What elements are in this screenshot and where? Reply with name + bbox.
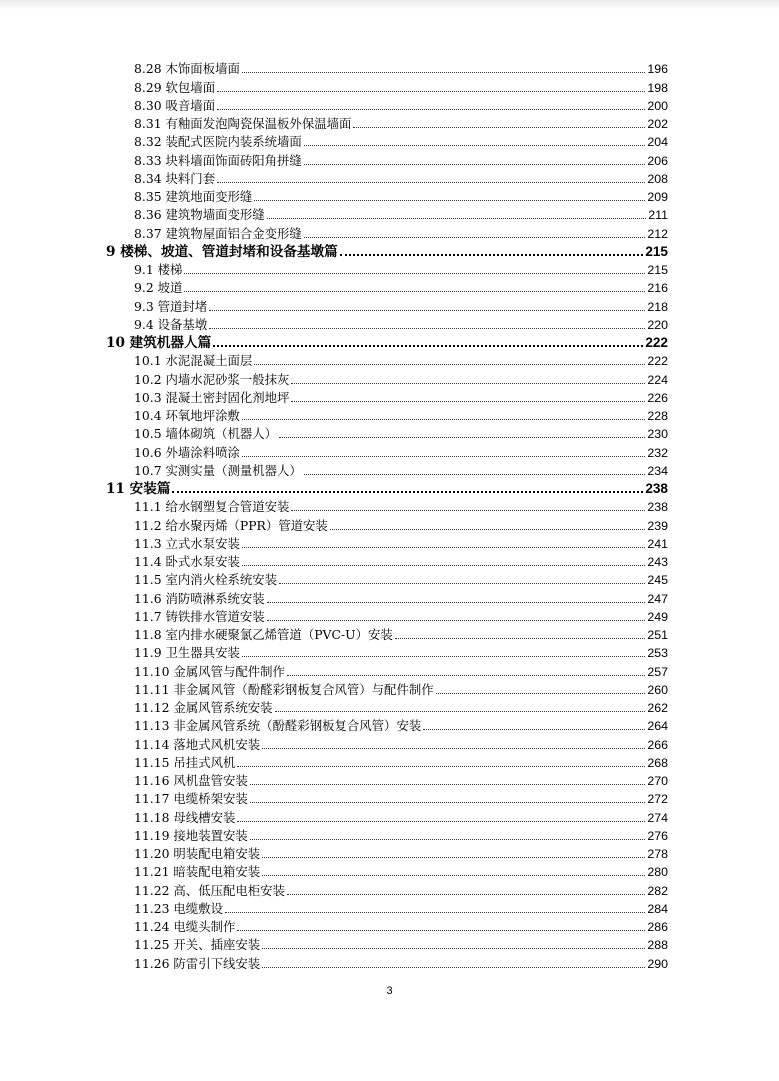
toc-entry-page: 226 [647,390,668,405]
toc-entry-page: 264 [647,719,668,734]
toc-entry-page: 278 [647,847,668,861]
toc-entry-page: 245 [647,573,668,588]
toc-entry[interactable] [106,279,668,297]
toc-entry-title: 11.14 落地式风机安装 [134,736,261,752]
toc-entry[interactable] [106,918,668,936]
toc-entry-page: 208 [647,171,668,186]
dot-leader [242,547,645,548]
toc-entry-page: 202 [647,117,668,131]
dot-leader [423,729,645,730]
toc-entry[interactable] [106,681,668,699]
toc-entry-title: 8.31 有釉面发泡陶瓷保温板外保温墙面 [134,116,352,131]
toc-entry[interactable] [106,626,668,644]
dot-leader [304,474,645,475]
dot-leader [262,748,645,749]
toc-entry[interactable] [106,261,668,279]
toc-entry-title: 8.36 建筑物墙面变形缝 [134,207,265,223]
dot-leader [209,310,645,311]
toc-entry[interactable] [106,224,668,242]
toc-entry-title: 11.17 电缆桥架安装 [134,791,248,807]
toc-entry[interactable] [106,206,668,224]
toc-entry-title: 11.3 立式水泵安装 [134,535,240,551]
dot-leader [291,383,645,384]
dot-leader [304,145,645,146]
toc-entry-page: 215 [647,263,668,277]
table-of-contents [106,60,668,973]
toc-entry[interactable] [106,170,668,188]
toc-entry[interactable] [106,389,668,407]
dot-leader [217,91,645,92]
toc-entry-title: 11.7 铸铁排水管道安装 [134,608,265,624]
toc-entry-page: 286 [647,920,668,934]
dot-leader [250,784,646,785]
toc-entry[interactable] [106,352,668,370]
toc-entry-page: 212 [647,226,668,241]
toc-entry-title: 11.18 母线槽安装 [134,809,236,825]
toc-entry[interactable] [106,936,668,954]
toc-entry-title: 11.5 室内消火栓系统安装 [134,572,278,588]
toc-entry-title: 11.20 明装配电箱安装 [134,846,261,861]
toc-entry-title: 10.1 水泥混凝土面层 [134,353,253,369]
toc-entry-title: 8.37 建筑物屋面铝合金变形缝 [134,225,302,241]
toc-entry-title: 11.12 金属风管系统安装 [134,700,273,715]
dot-leader [436,693,646,694]
dot-leader [237,766,645,767]
toc-entry-page: 257 [647,664,668,679]
toc-entry-page: 198 [647,80,668,95]
dot-leader [242,456,645,457]
toc-entry-page: 280 [647,865,668,880]
toc-entry-title: 9 楼梯、坡道、管道封堵和设备基墩篇 [106,243,338,260]
toc-entry-title: 10.2 内墙水泥砂浆一般抹灰 [134,371,290,387]
toc-entry-page: 206 [647,153,668,168]
toc-entry-page: 243 [647,555,668,569]
toc-entry-page: 224 [647,372,668,387]
toc-entry[interactable] [106,370,668,388]
toc-entry-page: 288 [647,938,668,953]
toc-entry-page: 215 [645,243,668,259]
dot-leader [217,109,645,110]
dot-leader [353,127,645,128]
dot-leader [262,857,645,858]
dot-leader [242,72,645,73]
dot-leader [184,291,645,292]
toc-entry-title: 11.1 给水钢塑复合管道安装 [134,499,290,515]
toc-entry[interactable] [106,608,668,626]
toc-entry-page: 247 [647,591,668,606]
toc-entry-page: 238 [645,481,668,496]
toc-entry[interactable] [106,316,668,334]
toc-entry-title: 9.2 坡道 [134,280,183,296]
toc-entry[interactable] [106,407,668,425]
dot-leader [330,529,645,530]
toc-entry-title: 11.25 开关、插座安装 [134,937,261,953]
toc-section-entry[interactable] [106,480,668,498]
dot-leader [242,419,645,420]
toc-entry[interactable] [106,717,668,735]
toc-entry[interactable] [106,553,668,571]
toc-entry-page: 282 [647,883,668,898]
toc-entry[interactable] [106,900,668,918]
toc-entry-page: 239 [647,518,668,533]
dot-leader [262,948,645,949]
toc-entry-page: 260 [647,682,668,697]
toc-entry[interactable] [106,151,668,169]
dot-leader [184,273,645,274]
toc-entry[interactable] [106,644,668,662]
dot-leader [242,656,645,657]
dot-leader [242,565,645,566]
toc-entry-title: 10.6 外墙涂料喷涂 [134,444,240,460]
toc-entry-page: 253 [647,646,668,661]
toc-entry[interactable] [106,735,668,753]
toc-entry[interactable] [106,754,668,772]
toc-entry-page: 276 [647,828,668,843]
dot-leader [279,583,645,584]
toc-entry-title: 11.10 金属风管与配件制作 [134,663,285,679]
dot-leader [304,237,645,238]
dot-leader [275,711,646,712]
toc-entry[interactable] [106,571,668,589]
toc-entry-title: 11.13 非金属风管系统（酚醛彩钢板复合风管）安装 [134,718,422,734]
toc-entry[interactable] [106,827,668,845]
toc-entry-title: 8.28 木饰面板墙面 [134,61,240,77]
dot-leader [213,345,643,347]
toc-entry[interactable] [106,790,668,808]
toc-entry-title: 11.9 卫生器具安装 [134,645,240,661]
dot-leader [237,821,645,822]
toc-entry[interactable] [106,133,668,151]
toc-entry[interactable] [106,772,668,790]
toc-entry-page: 196 [647,62,668,77]
toc-entry[interactable] [106,498,668,516]
toc-entry-page: 216 [647,281,668,296]
toc-entry-page: 234 [647,463,668,478]
toc-entry[interactable] [106,863,668,881]
toc-entry-page: 272 [647,792,668,807]
toc-entry-title: 9.1 楼梯 [134,262,183,277]
toc-entry-title: 11.26 防雷引下线安装 [134,955,261,971]
dot-leader [250,839,646,840]
toc-entry-title: 10.5 墙体砌筑（机器人） [134,426,278,442]
toc-entry-title: 9.4 设备基墩 [134,316,208,332]
toc-entry[interactable] [106,78,668,96]
toc-entry-title: 11.16 风机盘管安装 [134,773,248,788]
toc-entry-title: 10.3 混凝土密封固化剂地坪 [134,389,290,405]
dot-leader [250,802,646,803]
toc-entry-page: 262 [647,701,668,715]
dot-leader [225,912,645,913]
toc-entry[interactable] [106,297,668,315]
dot-leader [287,675,645,676]
toc-entry[interactable] [106,462,668,480]
dot-leader [395,638,646,639]
toc-entry-title: 8.32 装配式医院内装系统墙面 [134,134,302,150]
dot-leader [172,491,643,493]
dot-leader [262,967,645,968]
toc-entry[interactable] [106,97,668,115]
toc-entry-page: 209 [647,190,668,204]
toc-entry-page: 230 [647,427,668,442]
toc-entry[interactable] [106,425,668,443]
toc-entry-title: 10.4 环氧地坪涂敷 [134,408,240,423]
dot-leader [209,328,645,329]
toc-entry[interactable] [106,443,668,461]
toc-entry-title: 11.8 室内排水硬聚氯乙烯管道（PVC-U）安装 [134,627,393,642]
dot-leader [304,164,645,165]
toc-entry[interactable] [106,881,668,899]
toc-entry-title: 8.35 建筑地面变形缝 [134,189,253,204]
toc-section-entry[interactable] [106,334,668,352]
dot-leader [291,510,645,511]
toc-entry-page: 232 [647,445,668,460]
toc-entry-title: 10 建筑机器人篇 [106,335,212,351]
toc-entry-title: 11.11 非金属风管（酚醛彩钢板复合风管）与配件制作 [134,681,434,697]
toc-entry-title: 11.21 暗装配电箱安装 [134,864,261,880]
toc-entry-page: 222 [645,335,668,350]
toc-entry-title: 11.23 电缆敷设 [134,900,223,916]
toc-entry-title: 11.15 吊挂式风机 [134,754,236,770]
toc-entry-title: 11.19 接地装置安装 [134,827,248,843]
toc-entry-title: 11.4 卧式水泵安装 [134,554,240,569]
toc-entry-page: 270 [647,774,668,788]
toc-entry-title: 10.7 实测实量（测量机器人） [134,462,302,478]
toc-entry[interactable] [106,535,668,553]
toc-entry[interactable] [106,60,668,78]
toc-entry[interactable] [106,808,668,826]
dot-leader [279,437,645,438]
dot-leader [254,200,645,201]
toc-entry-title: 11.6 消防喷淋系统安装 [134,590,265,606]
dot-leader [217,182,645,183]
toc-entry-page: 228 [647,409,668,423]
page-number: 3 [386,985,393,997]
toc-entry-page: 241 [647,536,668,551]
dot-leader [262,875,645,876]
dot-leader [287,894,645,895]
dot-leader [267,620,646,621]
toc-entry-title: 9.3 管道封堵 [134,298,208,314]
toc-entry-page: 220 [647,317,668,332]
toc-entry-title: 8.33 块料墙面饰面砖阳角拼缝 [134,152,302,168]
toc-entry-page: 222 [647,354,668,369]
toc-entry-page: 266 [647,737,668,752]
toc-entry-page: 211 [648,208,668,223]
toc-entry-page: 268 [647,755,668,770]
toc-entry[interactable] [106,954,668,972]
dot-leader [340,254,644,256]
toc-entry-page: 284 [647,901,668,916]
toc-entry[interactable] [106,662,668,680]
toc-entry-title: 11.22 高、低压配电柜安装 [134,882,285,898]
toc-entry-title: 8.29 软包墙面 [134,79,216,95]
dot-leader [291,401,645,402]
page-top-edge [0,0,779,10]
toc-entry[interactable] [106,188,668,206]
toc-entry-title: 11.24 电缆头制作 [134,919,236,934]
toc-entry[interactable] [106,516,668,534]
toc-entry-title: 8.30 吸音墙面 [134,97,216,113]
toc-entry-title: 11 安装篇 [106,481,171,497]
toc-entry-page: 204 [647,135,668,150]
toc-entry[interactable] [106,589,668,607]
toc-entry-title: 8.34 块料门套 [134,170,216,186]
toc-entry-page: 200 [647,98,668,113]
dot-leader [267,218,647,219]
toc-entry-page: 238 [647,500,668,515]
toc-section-entry[interactable] [106,243,668,261]
dot-leader [237,930,645,931]
dot-leader [267,602,646,603]
dot-leader [254,364,645,365]
toc-entry-page: 249 [647,609,668,624]
toc-entry-page: 290 [647,956,668,971]
toc-entry[interactable] [106,845,668,863]
toc-entry-title: 11.2 给水聚丙烯（PPR）管道安装 [134,517,328,533]
toc-entry-page: 251 [647,628,668,642]
toc-entry[interactable] [106,115,668,133]
toc-entry-page: 218 [647,299,668,314]
toc-entry[interactable] [106,699,668,717]
toc-entry-page: 274 [647,810,668,825]
